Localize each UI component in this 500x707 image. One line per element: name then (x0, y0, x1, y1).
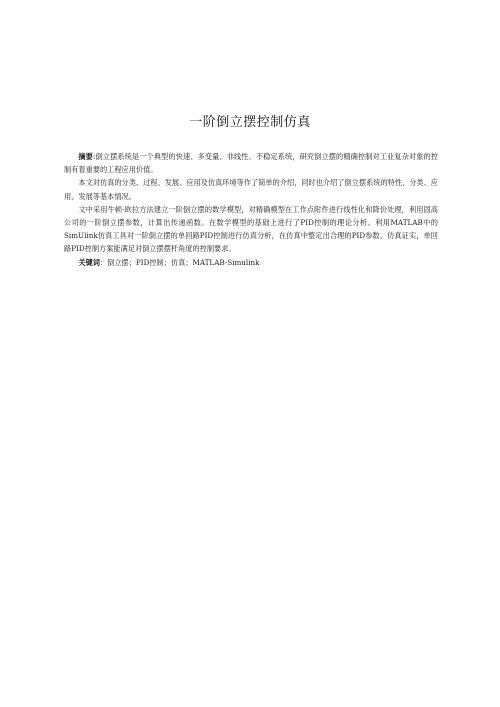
abstract-paragraph-1 (64, 150, 438, 176)
abstract-paragraph-2: 本文对仿真的分类、过程、发展、应用及仿真环境等作了简单的介绍，同时也介绍了倒立摆系统的特性、分类、应用、发展等基本情况。 (64, 178, 438, 201)
keywords-label: 关键词 (78, 257, 100, 267)
abstract-text-1: 倒立摆系统是一个典型的快速、多变量、非线性、不稳定系统，研究倒立摆的精确控制对工业复杂对象的控制有着重要的工程应用价值。 (64, 152, 438, 175)
abstract-paragraph-3: 文中采用牛顿-欧拉方法建立一阶倒立摆的数学模型，对精确模型在工作点附件进行线性化和降价处理，利用固高公司的一阶倒立摆参数，计算出传递函数。在数学模型的基础上进行了PID控制的理论分析。利用MATLAB中的SimUlink仿真工具对一阶倒立摆的单回路PID控制进行仿真分析，在仿真中整定出合理的PID参数。仿真证实，单回路PID控制方案能满足对倒立摆摆杆角度的控制要求。 (64, 204, 438, 254)
keywords-text: 倒立摆；PID控制；仿真；MATLAB-Simulink (107, 257, 260, 267)
abstract-separator: : (92, 152, 96, 161)
abstract-section (64, 150, 438, 269)
abstract-label: 摘要 (78, 152, 93, 161)
document-title: 一阶倒立摆控制仿真 (189, 115, 311, 130)
keywords-line (64, 256, 438, 269)
keywords-separator: ： (99, 257, 108, 267)
